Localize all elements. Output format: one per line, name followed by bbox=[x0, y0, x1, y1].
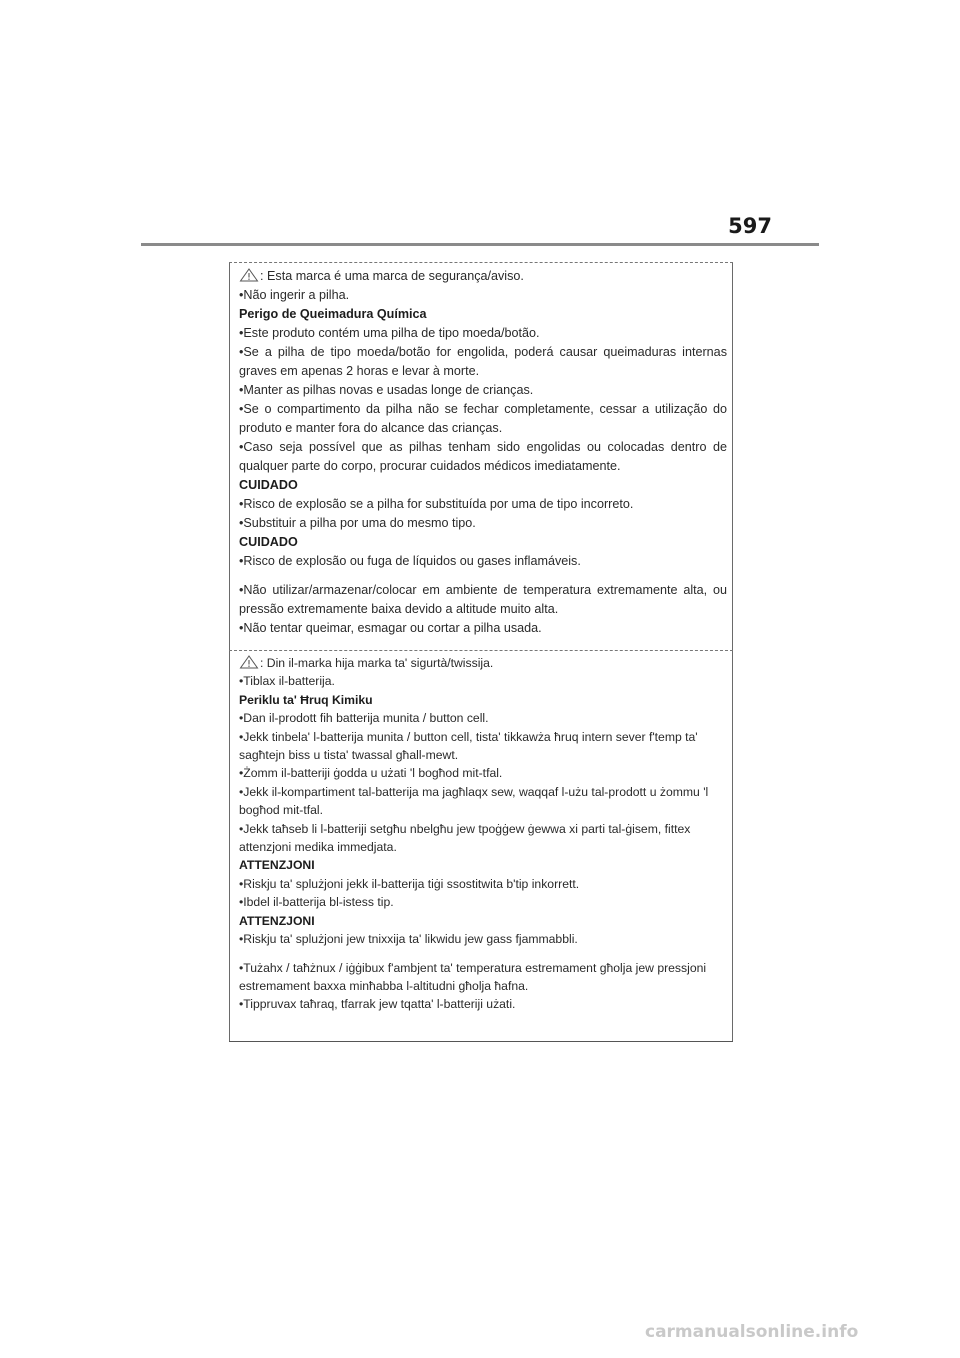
pt-line: •Não utilizar/armazenar/colocar em ambiente de temperatura extremamente alta, ou pressão extremamente baixa devido a altitude muito alta. bbox=[239, 583, 727, 616]
pt-line: •Risco de explosão se a pilha for substituída por uma de tipo incorreto. bbox=[239, 497, 634, 511]
pt-heading: Perigo de Queimadura Química bbox=[239, 307, 427, 321]
mt-line: •Riskju ta' splużjoni jekk il-batterija tiġi ssostitwita b'tip inkorrett. bbox=[239, 876, 580, 891]
mt-line: •Tiblax il-batterija. bbox=[239, 674, 335, 689]
box-top-border bbox=[229, 262, 733, 263]
mt-line: •Jekk il-kompartiment tal-batterija ma jagħlaqx sew, waqqaf l-użu tal-prodott u żommu 'l bogħod mit-tfal. bbox=[239, 784, 709, 818]
mt-line: •Jekk tinbela' l-batterija munita / button cell, tista' tikkawża ħruq intern sever f'temp ta' sagħtejn biss u tista' twassal għall-mewt. bbox=[239, 729, 698, 763]
mt-line: •Ibdel il-batterija bl-istess tip. bbox=[239, 895, 394, 910]
pt-line: •Não ingerir a pilha. bbox=[239, 288, 350, 302]
pt-line: •Substituir a pilha por uma do mesmo tipo. bbox=[239, 516, 476, 530]
mt-warning-intro: : Din il-marka hija marka ta' sigurtà/twissija. bbox=[239, 654, 727, 672]
language-divider bbox=[229, 650, 733, 651]
pt-line: •Este produto contém uma pilha de tipo moeda/botão. bbox=[239, 326, 540, 340]
pt-line: •Não tentar queimar, esmagar ou cortar a pilha usada. bbox=[239, 621, 542, 635]
mt-line: •Dan il-prodott fih batterija munita / button cell. bbox=[239, 711, 489, 726]
maltese-section bbox=[239, 654, 727, 1014]
box-bottom-border bbox=[229, 1041, 733, 1042]
pt-warning-intro: : Esta marca é uma marca de segurança/aviso. bbox=[239, 267, 727, 286]
pt-heading: CUIDADO bbox=[239, 535, 298, 549]
mt-line: •Żomm il-batteriji ġodda u użati 'l bogħod mit-tfal. bbox=[239, 766, 503, 781]
pt-heading: CUIDADO bbox=[239, 478, 298, 492]
header-rule bbox=[141, 243, 819, 246]
mt-line: •Jekk taħseb li l-batteriji setgħu nbelgħu jew tpoġġew ġewwa xi parti tal-ġisem, fittex attenzjoni medika immedjata. bbox=[239, 821, 691, 855]
mt-heading: ATTENZJONI bbox=[239, 858, 315, 873]
pt-line: •Se o compartimento da pilha não se fechar completamente, cessar a utilização do produto e manter fora do alcance das crianças. bbox=[239, 402, 727, 435]
warning-triangle-icon bbox=[239, 268, 259, 282]
mt-heading: ATTENZJONI bbox=[239, 913, 315, 928]
pt-line: •Caso seja possível que as pilhas tenham sido engolidas ou colocadas dentro de qualquer parte do corpo, procurar cuidados médicos imediatamente. bbox=[239, 440, 727, 473]
mt-line: •Tużahx / taħżnux / iġġibux f'ambjent ta' temperatura estremament għolja jew pressjoni estremament baxxa minħabba l-altitudni għolja ħafna. bbox=[239, 960, 707, 993]
page-number: 597 bbox=[728, 214, 772, 238]
pt-line: •Se a pilha de tipo moeda/botão for engolida, poderá causar queimaduras internas graves em apenas 2 horas e levar à morte. bbox=[239, 345, 727, 378]
watermark: carmanualsonline.info bbox=[645, 1322, 859, 1342]
pt-line: •Risco de explosão ou fuga de líquidos ou gases inflamáveis. bbox=[239, 554, 581, 568]
portuguese-section bbox=[239, 267, 727, 638]
mt-line: •Tippruvax taħraq, tfarrak jew tqatta' l-batteriji użati. bbox=[239, 997, 516, 1012]
mt-line: •Riskju ta' splużjoni jew tnixxija ta' likwidu jew gass fjammabbli. bbox=[239, 932, 578, 947]
warning-triangle-icon bbox=[239, 655, 259, 669]
pt-line: •Manter as pilhas novas e usadas longe de crianças. bbox=[239, 383, 534, 397]
mt-heading: Periklu ta' Ħruq Kimiku bbox=[239, 692, 373, 707]
